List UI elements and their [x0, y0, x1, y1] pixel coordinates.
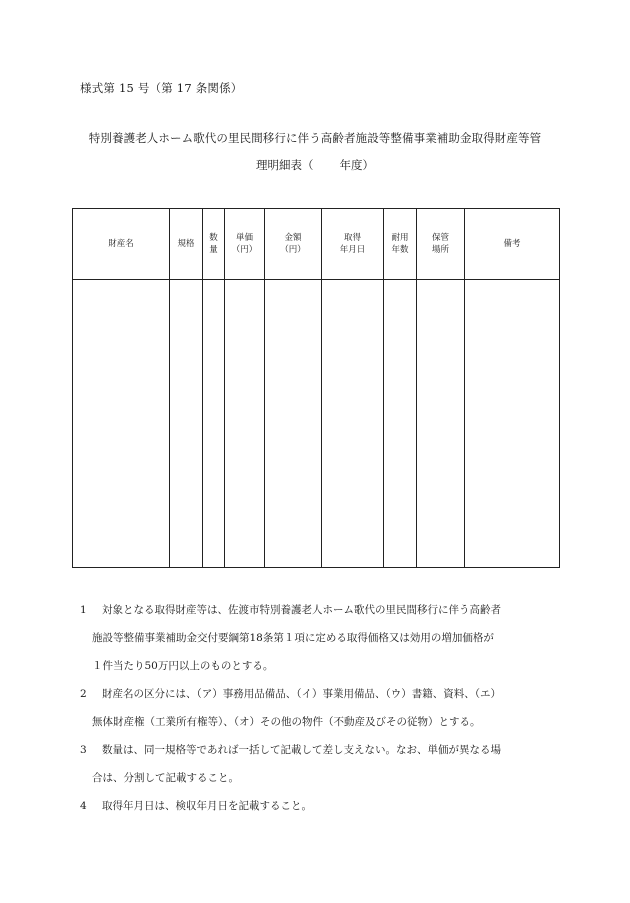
document-title-line-2: [0, 157, 630, 173]
header-text-line: 場所: [431, 245, 449, 255]
form-number: 様式第 15 号（第 17 条関係）: [80, 81, 243, 95]
header-text-line: 金額: [284, 233, 302, 243]
note-item: [80, 680, 560, 736]
table-header-row: [73, 209, 560, 280]
note-line: [80, 792, 560, 820]
property-ledger-table: [72, 208, 560, 568]
cell-quantity[interactable]: [203, 280, 225, 568]
cell-amount[interactable]: [265, 280, 322, 568]
header-specification: [170, 209, 203, 280]
header-text-line: 規格: [177, 239, 195, 249]
note-line: [80, 652, 560, 680]
note-text: 施設等整備事業補助金交付要綱第18条第１項に定める取得価格又は効用の増加価格が: [92, 632, 494, 644]
document-title-line-1: 特別養護老人ホーム歌代の里民間移行に伴う高齢者施設等整備事業補助金取得財産等管: [88, 131, 542, 145]
table-body-row: [73, 280, 560, 568]
header-quantity: [203, 209, 225, 280]
cell-remarks[interactable]: [465, 280, 560, 568]
note-number: 2: [80, 688, 87, 700]
header-storage-location: [417, 209, 465, 280]
header-text-line: 備考: [503, 239, 521, 249]
cell-useful-life[interactable]: [384, 280, 417, 568]
header-amount: [265, 209, 322, 280]
note-line: [80, 596, 560, 624]
header-text-line: 単価: [235, 233, 253, 243]
header-text-line: 取得: [343, 233, 361, 243]
note-item: [80, 596, 560, 680]
title-prefix: 理明細表（: [256, 158, 314, 172]
cell-acquisition-date[interactable]: [322, 280, 384, 568]
title-suffix: 年度）: [339, 158, 374, 172]
note-text: 財産名の区分には、（ア）事務用品備品、（イ）事業用備品、（ウ）書籍、資料、（エ）: [102, 688, 501, 700]
note-number: 3: [80, 744, 87, 756]
header-text-line: 財産名: [108, 239, 134, 249]
note-line: [80, 680, 560, 708]
notes-section: [80, 596, 560, 820]
header-text-line: （円）: [280, 245, 306, 255]
header-text-line: 耐用: [391, 233, 409, 243]
cell-unit-price[interactable]: [225, 280, 265, 568]
header-property-name: [73, 209, 170, 280]
cell-property-name[interactable]: [73, 280, 170, 568]
cell-storage-location[interactable]: [417, 280, 465, 568]
note-line: [80, 624, 560, 652]
header-text-line: 年数: [391, 245, 409, 255]
note-text: 対象となる取得財産等は、佐渡市特別養護老人ホーム歌代の里民間移行に伴う高齢者: [102, 604, 501, 616]
note-text: 取得年月日は、検収年月日を記載すること。: [102, 800, 312, 812]
note-text: １件当たり50万円以上のものとする。: [92, 660, 274, 672]
note-number: 1: [80, 604, 87, 616]
header-unit-price: [225, 209, 265, 280]
header-text-line: 数: [209, 233, 218, 243]
note-line: [80, 736, 560, 764]
cell-specification[interactable]: [170, 280, 203, 568]
note-text: 無体財産権（工業所有権等）、（オ）その他の物件（不動産及びその従物）とする。: [92, 716, 481, 728]
header-text-line: 保管: [431, 233, 449, 243]
note-item: [80, 792, 560, 820]
header-text-line: 量: [209, 245, 218, 255]
note-number: 4: [80, 800, 87, 812]
header-text-line: （円）: [231, 245, 258, 255]
note-item: [80, 736, 560, 792]
note-line: [80, 708, 560, 736]
note-text: 数量は、同一規格等であれば一括して記載して差し支えない。なお、単価が異なる場: [102, 744, 501, 756]
header-acquisition-date: [322, 209, 384, 280]
header-text-line: 年月日: [339, 245, 366, 255]
note-text: 合は、分割して記載すること。: [92, 772, 239, 784]
note-line: [80, 764, 560, 792]
header-useful-life: [384, 209, 417, 280]
header-remarks: [465, 209, 560, 280]
